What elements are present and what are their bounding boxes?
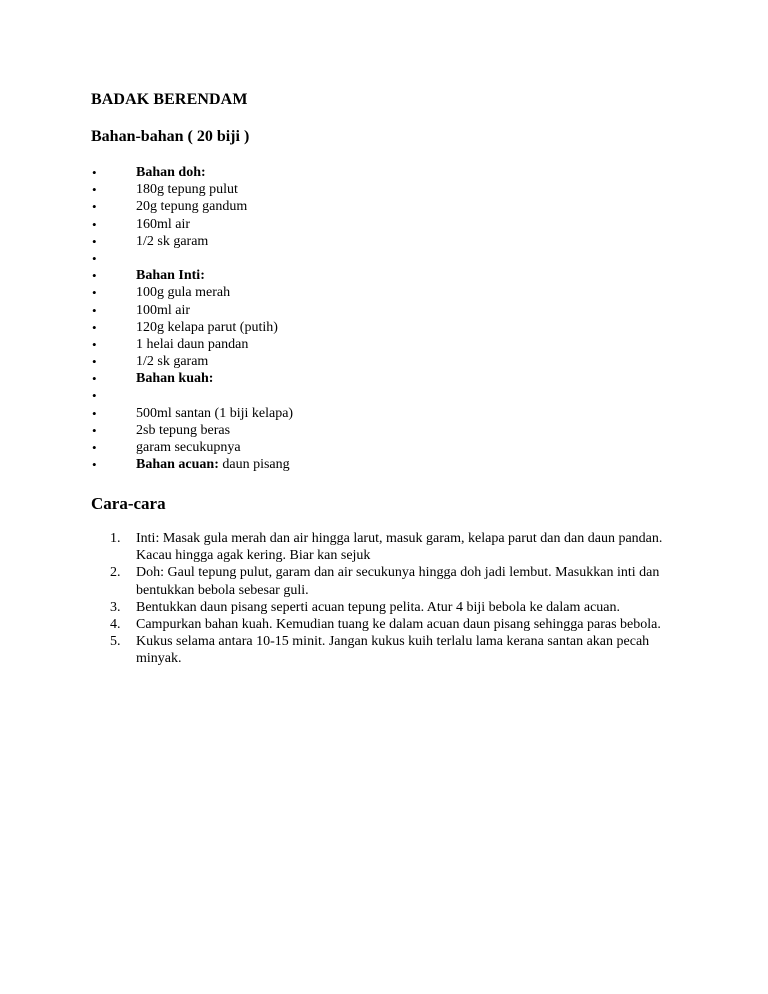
list-item: • Bahan acuan: daun pisang: [92, 457, 290, 473]
list-item: • 1 helai daun pandan: [92, 336, 249, 352]
step-text: Inti: Masak gula merah dan air hingga larut, masuk garam, kelapa parut dan dan daun pandan. Kacau hingga agak kering. Biar kan sejuk: [136, 531, 663, 564]
bullet-icon: •: [92, 457, 97, 473]
list-item: [91, 633, 691, 667]
step-number: 2.: [110, 565, 121, 581]
ingredients-list: [91, 164, 293, 473]
method-steps-list: [91, 530, 691, 668]
list-item: • 120g kelapa parut (putih): [92, 319, 278, 335]
ingredients-heading: Bahan-bahan ( 20 biji ): [91, 128, 250, 145]
list-item: [91, 250, 293, 267]
bullet-icon: •: [92, 165, 97, 180]
bullet-icon: •: [92, 388, 97, 404]
list-item: [91, 599, 691, 616]
list-item: • 160ml air: [92, 216, 191, 232]
bullet-icon: •: [92, 354, 97, 370]
list-item: • garam secukupnya: [92, 440, 241, 455]
bullet-icon: •: [92, 371, 97, 387]
list-item: • 100g gula merah: [92, 285, 231, 301]
step-text: Doh: Gaul tepung pulut, garam dan air secukunya hingga doh jadi lembut. Masukkan inti dan bentukkan bebola sebesar guli.: [136, 565, 660, 598]
step-text: Bentukkan daun pisang seperti acuan tepung pelita. Atur 4 biji bebola ke dalam acuan.: [136, 599, 621, 615]
bullet-icon: •: [92, 233, 97, 249]
list-item: • Bahan Inti:: [92, 268, 205, 284]
bullet-icon: •: [92, 199, 97, 215]
step-text: Campurkan bahan kuah. Kemudian tuang ke dalam acuan daun pisang sehingga paras bebola.: [136, 617, 661, 633]
recipe-title: BADAK BERENDAM: [91, 91, 248, 108]
step-number: 4.: [110, 617, 121, 633]
bullet-icon: •: [92, 319, 97, 335]
step-number: 5.: [110, 634, 121, 650]
bullet-icon: •: [92, 422, 97, 438]
list-item: • 180g tepung pulut: [92, 182, 238, 198]
list-item: • 1/2 sk garam: [92, 354, 209, 370]
bullet-icon: •: [92, 302, 97, 318]
list-item: • 1/2 sk garam: [92, 233, 209, 249]
bullet-icon: •: [92, 182, 97, 198]
list-item: [91, 387, 293, 404]
list-item: [91, 530, 691, 564]
step-number: 1.: [110, 531, 121, 546]
bullet-icon: •: [92, 285, 97, 301]
list-item: [91, 616, 691, 633]
bullet-icon: •: [92, 336, 97, 352]
method-heading: Cara-cara: [91, 494, 166, 513]
bullet-icon: •: [92, 405, 97, 421]
list-item: • Bahan kuah:: [92, 371, 214, 387]
bullet-icon: •: [92, 250, 97, 266]
list-item: [91, 564, 691, 598]
list-item: • 500ml santan (1 biji kelapa): [92, 405, 294, 421]
bullet-icon: •: [92, 216, 97, 232]
step-number: 3.: [110, 599, 121, 615]
step-text: Kukus selama antara 10-15 minit. Jangan kukus kuih terlalu lama kerana santan akan pecah minyak.: [136, 634, 650, 667]
list-item: • 2sb tepung beras: [92, 422, 231, 438]
list-item: • Bahan doh:: [92, 165, 206, 180]
bullet-icon: •: [92, 268, 97, 284]
list-item: • 100ml air: [92, 302, 191, 318]
list-item: • 20g tepung gandum: [92, 199, 248, 215]
bullet-icon: •: [92, 440, 97, 455]
